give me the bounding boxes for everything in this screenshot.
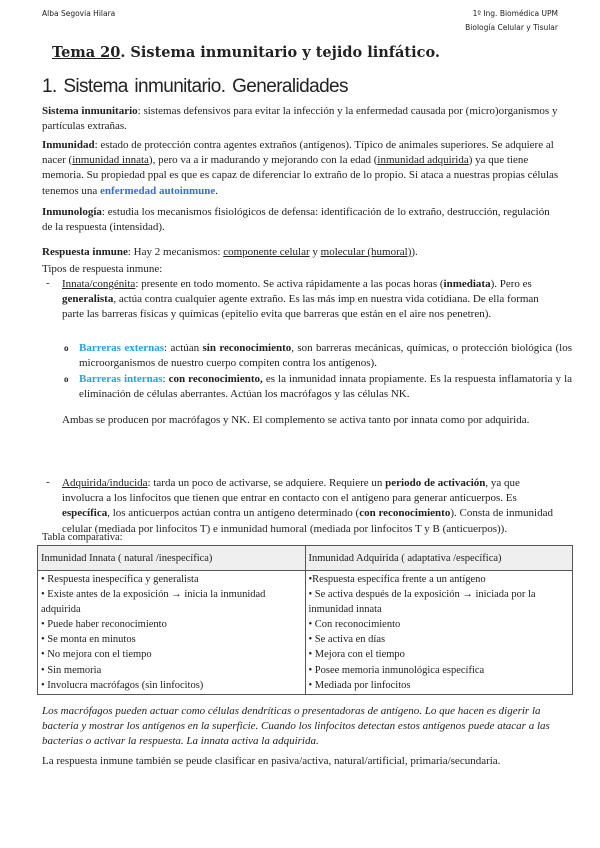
table-cell-line: • Se activa después de la exposición → iniciada por la inmunidad innata: [308, 589, 536, 616]
table-cell-line: • No mejora con el tiempo: [41, 649, 152, 661]
paragraph-inmunidad: [42, 138, 560, 199]
text-run: , actúa contra cualquier agente extraño. Es las más imp en nuestra vida cotidiana. De ella forman parte las barreras físicas y químicas (epitelio evita que barreras que están en el aire nos penetren).: [62, 293, 539, 321]
emphasis-text: sin reconocimiento: [202, 342, 292, 354]
emphasis-text: Adquirida/inducida: [62, 477, 148, 489]
emphasis-text: Barreras externas: [79, 342, 165, 354]
text-run: ) ya que tiene memoria. Su propiedad ppal es que es capaz de diferenciar lo extraño de lo propio. Si ataca a nuestras propias células tenemos una: [42, 154, 559, 197]
text-run: Tipos de respuesta inmune:: [42, 263, 163, 275]
sublist-bullet: o: [64, 343, 69, 353]
list-bullet: -: [46, 476, 50, 488]
header-author: Alba Segovia Hilara: [42, 9, 116, 18]
table-cell-innata: [38, 571, 306, 695]
table-cell-line: • Respuesta inespecífica y generalista: [41, 574, 199, 585]
text-run: ). Pero es: [490, 278, 532, 290]
paragraph-tipos: [42, 262, 560, 277]
text-run: es la inmunidad innata propiamente. Es la respuesta inflamatoria y la eliminación de células aberrantes. Actúan los macrófagos y las células NK.: [79, 373, 573, 401]
emphasis-text: inmunidad adquirida: [377, 154, 469, 167]
emphasis-text: Inmunidad: [42, 139, 95, 151]
sublist-bullet: o: [64, 374, 69, 384]
table-cell-line: • Mediada por linfocitos: [308, 679, 411, 691]
title-topic: Tema 20: [52, 44, 121, 61]
emphasis-text: Innata/congénita: [62, 278, 136, 290]
table-cell-line: • Mejora con el tiempo: [308, 649, 405, 661]
text-run: :: [162, 373, 169, 385]
section-heading: 1. Sistema inmunitario. Generalidades: [42, 76, 348, 97]
emphasis-text: Respuesta inmune: [42, 246, 128, 258]
comparison-table: [37, 545, 573, 695]
table-cell-line: • Se activa en días: [308, 634, 386, 646]
sublist-item-barreras-externas: [79, 341, 572, 371]
table-caption: Tabla comparativa:: [42, 532, 123, 543]
sublist-item-barreras-internas: [79, 372, 572, 402]
table-cell-adquirida: [305, 571, 573, 695]
emphasis-text: específica: [62, 507, 108, 520]
text-run: : tarda un poco de activarse, se adquiere. Requiere un: [147, 477, 386, 489]
table-cell-line: • Puede haber reconocimiento: [41, 619, 167, 631]
page-title: [52, 44, 440, 61]
text-run: : estado de protección contra agentes extraños (antígenos). Típico de animales superiores. Se adquiere al nacer (: [42, 139, 554, 167]
emphasis-text: molecular (humoral): [320, 246, 412, 258]
text-run: y: [309, 246, 321, 258]
paragraph-final: La respuesta inmune también se peude clasificar en pasiva/activa, natural/artificial, primaria/secundaria.: [42, 755, 501, 767]
text-run: .: [215, 184, 218, 197]
table-header-adquirida: Inmunidad Adquirida ( adaptativa /específica): [305, 546, 573, 571]
table-cell-line: • Posee memoria inmunológica específica: [308, 664, 485, 676]
paragraph-sistema-inmunitario: [42, 104, 560, 134]
emphasis-text: con reconocimiento,: [168, 373, 263, 385]
emphasis-text: Sistema inmunitario: [42, 105, 138, 117]
paragraph-ambas: Ambas se producen por macrófagos y NK. El complemento se activa tanto por innata como por adquirida.: [62, 414, 530, 426]
emphasis-text: enfermedad autoinmune: [100, 184, 216, 197]
emphasis-text: Barreras internas: [79, 373, 163, 385]
text-run: : Hay 2 mecanismos:: [127, 246, 224, 258]
text-run: ).: [411, 246, 418, 258]
text-run: : actúan: [164, 342, 203, 354]
text-run: : presente en todo momento. Se activa rápidamente a las pocas horas (: [135, 278, 444, 290]
emphasis-text: con reconocimiento: [359, 507, 451, 520]
note-macrofagos: Los macrófagos pueden actuar como células dendríticas o presentadoras de antígeno. Lo que hacen es digerir la bacteria y mostrar los antígenos en la superficie. Cuando los linfocitos detectan estos antígenos puede atacar a las bacterias o activar la respuesta. La innata activa la adquirida.: [42, 705, 550, 748]
title-rest: . Sistema inmunitario y tejido linfático.: [120, 44, 440, 61]
header-subject: Biología Celular y Tisular: [465, 23, 558, 32]
text-run: , son barreras mecánicas, químicas, o protección biológica (los microorganismos de nuestro cuerpo compiten contra los antígenos).: [79, 342, 572, 370]
table-header-innata: Inmunidad Innata ( natural /inespecífica): [38, 546, 306, 571]
list-item-adquirida: [62, 476, 562, 537]
text-run: , los anticuerpos actúan contra un antígeno determinado (: [107, 507, 360, 520]
table-cell-line: • Involucra macrófagos (sin linfocitos): [41, 679, 204, 691]
header-course: 1º Ing. Biomédica UPM: [472, 9, 558, 18]
text-run: : estudia los mecanismos fisiológicos de defensa: identificación de lo extraño, destrucción, regulación de la respuesta (intensidad).: [42, 206, 550, 234]
table-cell-line: • Sin memoria: [41, 664, 102, 676]
emphasis-text: generalista: [62, 293, 114, 306]
text-run: , ya que involucra a los linfocitos que tienen que entrar en contacto con el antígeno para generar anticuerpos. Es: [62, 477, 520, 505]
table-cell-line: •Respuesta específica frente a un antígeno: [308, 574, 486, 585]
text-run: ). Consta de inmunidad celular (mediada por linfocitos T) e inmunidad humoral (mediada por linfocitos T y B (anticuerpos)).: [62, 507, 553, 535]
list-item-innata: [62, 277, 562, 323]
table-row: [38, 571, 573, 695]
emphasis-text: periodo de activación: [385, 477, 486, 489]
table-cell-line: • Se monta en minutos: [41, 634, 136, 646]
emphasis-text: Inmunología: [42, 206, 102, 218]
table-cell-line: • Con reconocimiento: [308, 619, 401, 631]
emphasis-text: inmunidad innata: [72, 154, 149, 167]
paragraph-inmunologia: [42, 205, 560, 235]
text-run: : sistemas defensivos para evitar la infección y la enfermedad causada por (micro)organismos y partículas extrañas.: [42, 105, 558, 133]
text-run: ), pero va a ir madurando y mejorando con la edad (: [148, 154, 378, 167]
table-cell-line: • Existe antes de la exposición → inicia la inmunidad adquirida: [41, 589, 266, 616]
emphasis-text: componente celular: [223, 246, 310, 258]
emphasis-text: inmediata: [443, 278, 491, 290]
paragraph-respuesta-inmune: [42, 245, 560, 260]
list-bullet: -: [46, 277, 50, 289]
